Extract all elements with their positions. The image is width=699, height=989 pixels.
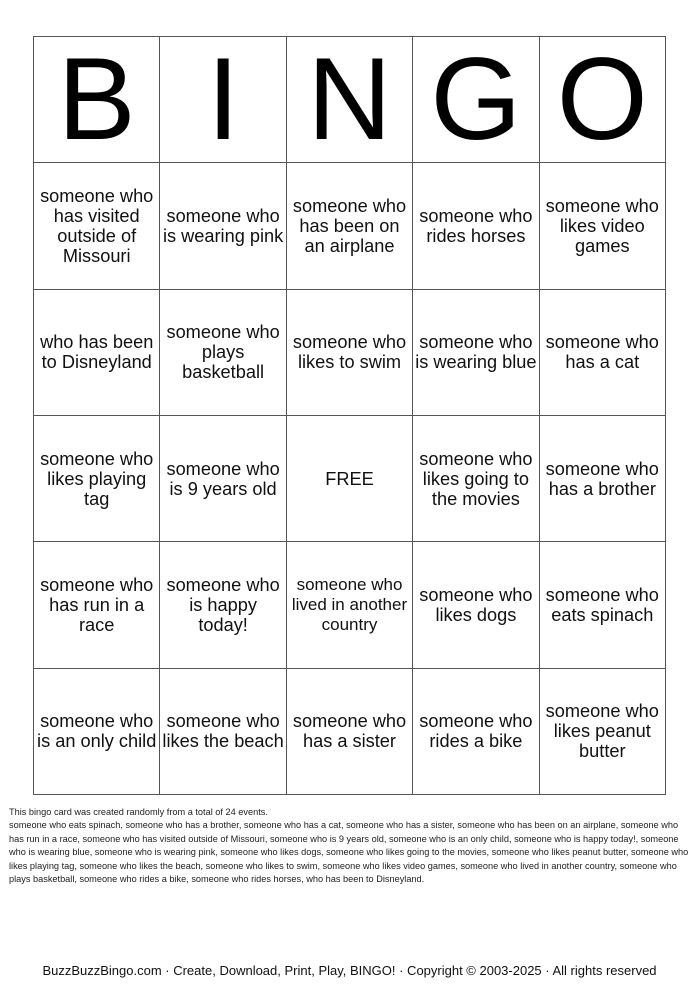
bingo-cell: who has been to Disneyland bbox=[34, 290, 160, 416]
bingo-cell: someone who likes video games bbox=[540, 163, 666, 289]
header-letter-n: N bbox=[287, 37, 413, 163]
bingo-cell: someone who likes going to the movies bbox=[413, 416, 539, 542]
header-letter-o: O bbox=[540, 37, 666, 163]
header-letter-i: I bbox=[160, 37, 286, 163]
bingo-cell: someone who lived in another country bbox=[287, 542, 413, 668]
bingo-cell: someone who is wearing pink bbox=[160, 163, 286, 289]
bingo-cell: someone who has visited outside of Missouri bbox=[34, 163, 160, 289]
free-space-cell: FREE bbox=[287, 416, 413, 542]
bingo-cell: someone who is happy today! bbox=[160, 542, 286, 668]
header-letter-g: G bbox=[413, 37, 539, 163]
footer-copyright: BuzzBuzzBingo.com · Create, Download, Print, Play, BINGO! · Copyright © 2003-2025 · All rights reserved bbox=[42, 963, 657, 978]
bingo-cell: someone who likes dogs bbox=[413, 542, 539, 668]
header-letter-b: B bbox=[34, 37, 160, 163]
bingo-cell: someone who likes to swim bbox=[287, 290, 413, 416]
bingo-cell: someone who plays basketball bbox=[160, 290, 286, 416]
bingo-cell: someone who likes playing tag bbox=[34, 416, 160, 542]
bingo-cell: someone who has a brother bbox=[540, 416, 666, 542]
bingo-cell: someone who rides a bike bbox=[413, 669, 539, 795]
bingo-cell: someone who is 9 years old bbox=[160, 416, 286, 542]
bingo-cell: someone who has been on an airplane bbox=[287, 163, 413, 289]
bingo-cell: someone who likes the beach bbox=[160, 669, 286, 795]
bingo-cell: someone who has a sister bbox=[287, 669, 413, 795]
bingo-cell: someone who likes peanut butter bbox=[540, 669, 666, 795]
bingo-cell: someone who has run in a race bbox=[34, 542, 160, 668]
bingo-cell: someone who is an only child bbox=[34, 669, 160, 795]
description-intro: This bingo card was created randomly from a total of 24 events. bbox=[9, 807, 268, 817]
bingo-cell: someone who is wearing blue bbox=[413, 290, 539, 416]
bingo-cell: someone who rides horses bbox=[413, 163, 539, 289]
bingo-cell: someone who eats spinach bbox=[540, 542, 666, 668]
card-description bbox=[9, 806, 695, 886]
events-list: someone who eats spinach, someone who has a brother, someone who has a cat, someone who has a sister, someone who has been on an airplane, someone who has run in a race, someone who has visited outside of Missouri, someone who is 9 years old, someone who is an only child, someone who is happy today!, someone who is wearing blue, someone who is wearing pink, someone who likes dogs, someone who likes going to the movies, someone who likes peanut butter, someone who likes playing tag, someone who likes the beach, someone who likes to swim, someone who likes video games, someone who lived in another country, someone who plays basketball, someone who rides a bike, someone who rides horses, who has been to Disneyland. bbox=[9, 820, 689, 885]
bingo-cell: someone who has a cat bbox=[540, 290, 666, 416]
bingo-card bbox=[33, 36, 666, 795]
